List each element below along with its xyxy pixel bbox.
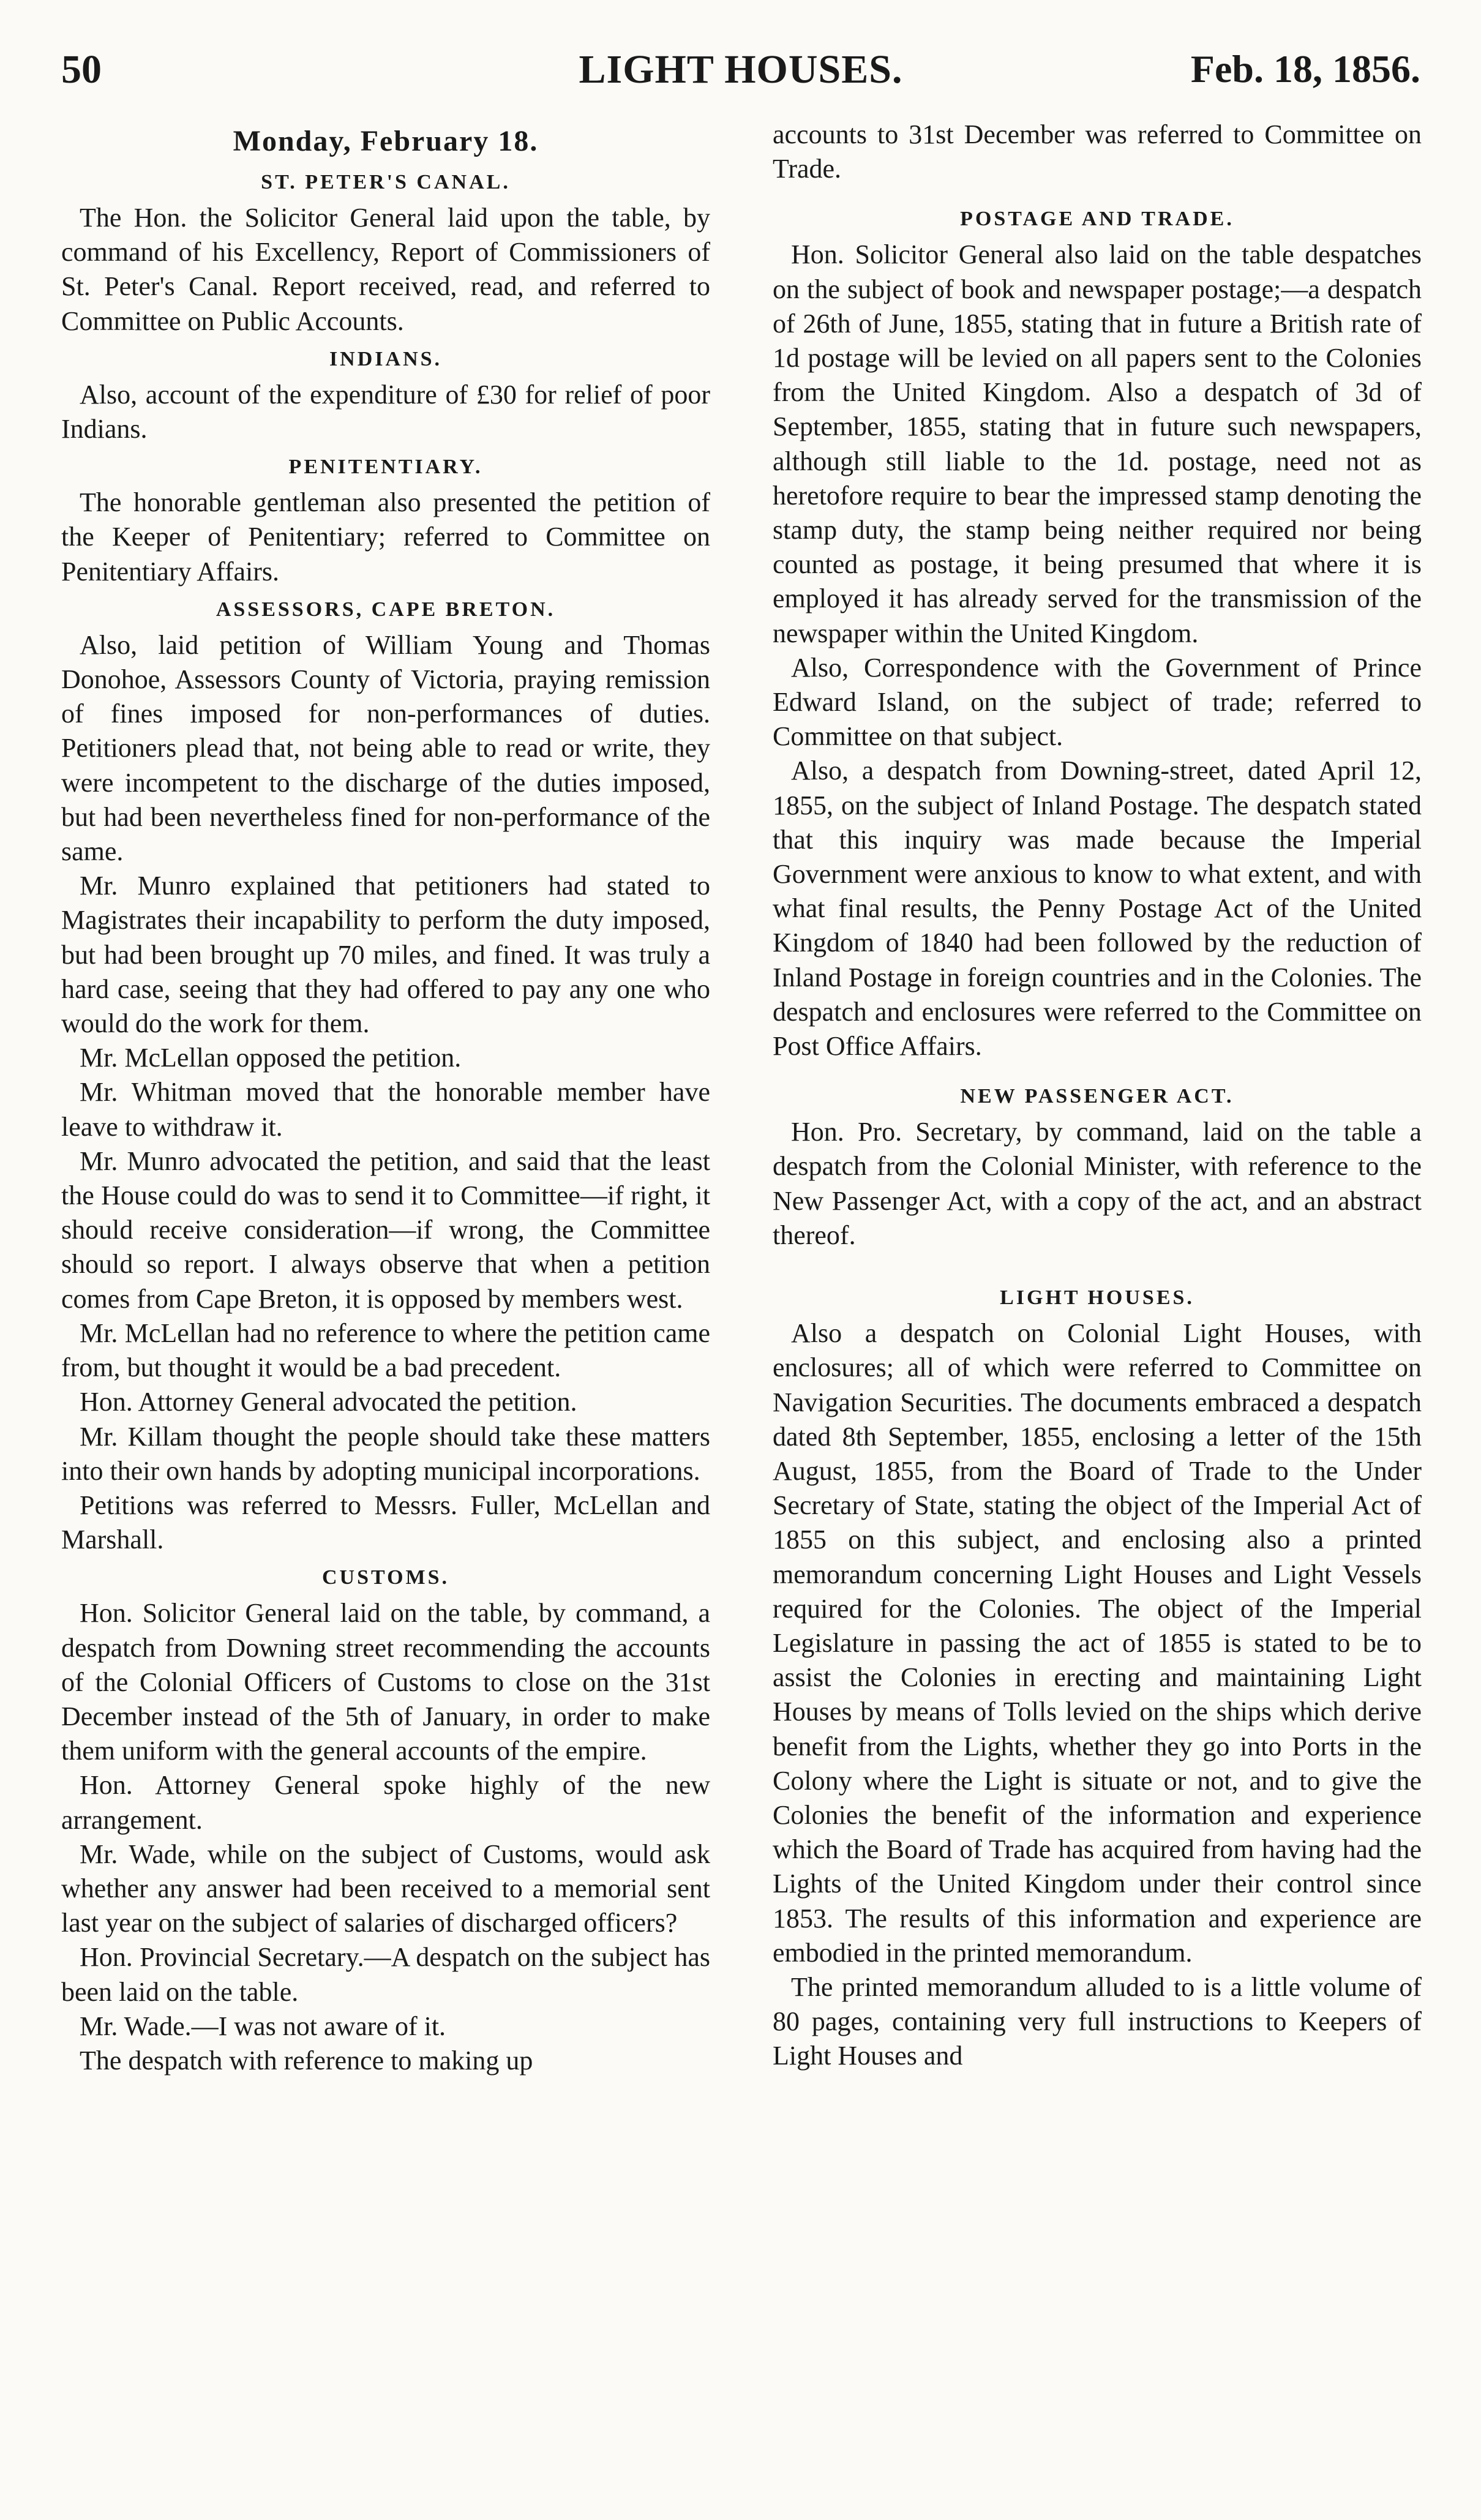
- paragraph: Mr. Wade, while on the subject of Customs, would ask whether any answer had been received to a memorial sent last year on the subject of salaries of discharged officers?: [61, 1839, 710, 1938]
- section-heading-st-peters-canal: ST. PETER'S CANAL.: [261, 171, 511, 193]
- paragraph: The printed memorandum alluded to is a little volume of 80 pages, containing very full instructions to Keepers of Light Houses and: [773, 1971, 1422, 2071]
- session-date-heading: Monday, February 18.: [233, 125, 539, 157]
- section-heading-assessors: ASSESSORS, CAPE BRETON.: [216, 598, 556, 621]
- paragraph: Petitions was referred to Messrs. Fuller, McLellan and Marshall.: [61, 1490, 710, 1555]
- page-header: [61, 47, 1420, 102]
- paragraph: Hon. Solicitor General also laid on the table despatches on the subject of book and newspaper postage;—a despatch of 26th of June, 1855, stating that in future a British rate of 1d postage will be levied on all papers sent to the Colonies from the United Kingdom. Also a despatch of 3d of September, 1855, stating that in future such newspapers, although still liable to the 1d. postage, need not as heretofore require to bear the impressed stamp denoting the stamp duty, the stamp being neither required nor being counted as postage, it being presumed that where it is employed it has already served for the transmission of the newspaper within the United Kingdom.: [773, 239, 1422, 648]
- paragraph: Hon. Attorney General advocated the petition.: [80, 1387, 577, 1417]
- paragraph: Hon. Attorney General spoke highly of the new arrangement.: [61, 1770, 710, 1835]
- paragraph: Mr. Munro explained that petitioners had stated to Magistrates their incapability to perform the duty imposed, but had been brought up 70 miles, and fined. It was truly a hard case, seeing that they had offered to pay any one who would do the work for them.: [61, 871, 710, 1039]
- paragraph: The despatch with reference to making up: [80, 2045, 533, 2076]
- paragraph: The Hon. the Solicitor General laid upon the table, by command of his Excellency, Report of Commissioners of St. Peter's Canal. Report received, read, and referred to Committee on Public Accounts.: [61, 203, 710, 336]
- right-column: [773, 118, 1422, 2074]
- paragraph: Hon. Solicitor General laid on the table, by command, a despatch from Downing street recommending the accounts of the Colonial Officers of Customs to close on the 31st December instead of the 5th of January, in order to make them uniform with the general accounts of the empire.: [61, 1598, 710, 1766]
- page-number: 50: [61, 47, 102, 92]
- running-title: LIGHT HOUSES.: [579, 47, 903, 92]
- section-heading-customs: CUSTOMS.: [321, 1566, 450, 1589]
- header-date: Feb. 18, 1856.: [1190, 47, 1420, 91]
- section-heading-postage-and-trade: POSTAGE AND TRADE.: [960, 208, 1234, 231]
- paragraph: Also, laid petition of William Young and Thomas Donohoe, Assessors County of Victoria, praying remission of fines imposed for non-performances of duties. Petitioners plead that, not being able to read or write, they were incompetent to the discharge of the duties imposed, but had been nevertheless fined for non-performance of the same.: [61, 629, 710, 867]
- paragraph: Mr. Killam thought the people should take these matters into their own hands by adopting municipal incorporations.: [61, 1421, 710, 1486]
- paragraph: Mr. Whitman moved that the honorable member have leave to withdraw it.: [61, 1077, 710, 1142]
- paragraph: Also, Correspondence with the Government of Prince Edward Island, on the subject of trade; referred to Committee on that subject.: [773, 652, 1422, 752]
- paragraph: Mr. McLellan opposed the petition.: [80, 1043, 462, 1073]
- continued-paragraph: accounts to 31st December was referred to Committee on Trade.: [773, 119, 1422, 184]
- section-heading-light-houses: LIGHT HOUSES.: [1000, 1286, 1194, 1310]
- paragraph: Mr. McLellan had no reference to where the petition came from, but thought it would be a bad precedent.: [61, 1318, 710, 1383]
- paragraph: Mr. Wade.—I was not aware of it.: [80, 2011, 446, 2041]
- paragraph: Mr. Munro advocated the petition, and said that the least the House could do was to send it to Committee—if right, it should receive consideration—if wrong, the Committee should so report. I always observe that when a petition comes from Cape Breton, it is opposed by members west.: [61, 1146, 710, 1314]
- section-heading-new-passenger-act: NEW PASSENGER ACT.: [960, 1085, 1234, 1108]
- left-column: [61, 122, 710, 2078]
- paragraph: Hon. Provincial Secretary.—A despatch on the subject has been laid on the table.: [61, 1942, 710, 2007]
- section-heading-indians: INDIANS.: [329, 347, 443, 370]
- paragraph: Also, a despatch from Downing-street, dated April 12, 1855, on the subject of Inland Postage. The despatch stated that this inquiry was made because the Imperial Government were anxious to know to what extent, and with what final results, the Penny Postage Act of the United Kingdom of 1840 had been followed by the reduction of Inland Postage in foreign countries and in the Colonies. The despatch and enclosures were referred to the Committee on Post Office Affairs.: [773, 756, 1422, 1062]
- paragraph: Hon. Pro. Secretary, by command, laid on the table a despatch from the Colonial Minister, with reference to the New Passenger Act, with a copy of the act, and an abstract thereof.: [773, 1117, 1422, 1250]
- paragraph: Also, account of the expenditure of £30 for relief of poor Indians.: [61, 379, 710, 444]
- section-heading-penitentiary: PENITENTIARY.: [288, 456, 483, 479]
- paragraph: The honorable gentleman also presented the petition of the Keeper of Penitentiary; referred to Committee on Penitentiary Affairs.: [61, 487, 710, 587]
- paragraph: Also a despatch on Colonial Light Houses, with enclosures; all of which were referred to Committee on Navigation Securities. The documents embraced a despatch dated 8th September, 1855, enclosing a letter of the 15th August, 1855, from the Board of Trade to the Under Secretary of State, stating the object of the Imperial Act of 1855 on this subject, and enclosing also a printed memorandum concerning Light Houses and Light Vessels required for the Colonies. The object of the Imperial Legislature in passing the act of 1855 is stated to be to assist the Colonies in erecting and maintaining Light Houses by means of Tolls levied on the ships which derive benefit from the Lights, whether they go into Ports in the Colony where the Light is situate or not, and to give the Colonies the benefit of the information and experience which the Board of Trade has acquired from having had the Lights of the United Kingdom under their control since 1853. The results of this information and experience are embodied in the printed memorandum.: [773, 1318, 1422, 1968]
